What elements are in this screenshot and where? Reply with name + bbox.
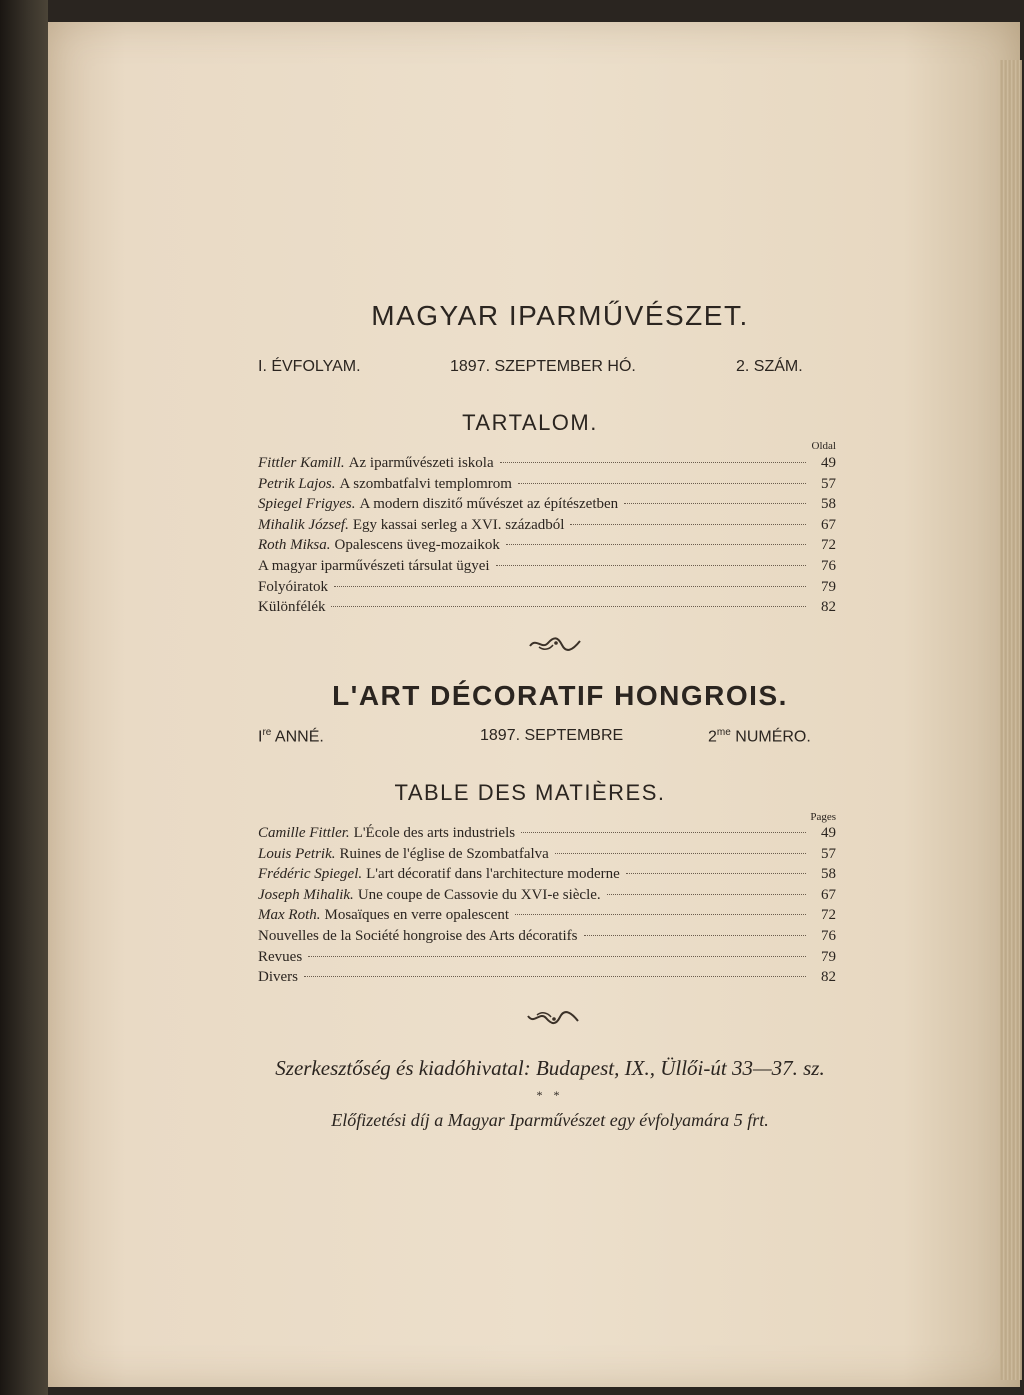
toc-entry-author: Mihalik József. bbox=[258, 516, 349, 533]
toc-dot-leader bbox=[626, 873, 806, 874]
toc-entry-page-number: 67 bbox=[821, 886, 836, 903]
french-year-prefix: I bbox=[258, 728, 263, 746]
toc-entry-author: Louis Petrik. bbox=[258, 845, 336, 862]
toc-entry bbox=[258, 517, 836, 538]
toc-entry-page-number: 58 bbox=[821, 866, 836, 883]
french-issue-number bbox=[708, 727, 811, 746]
toc-entry-title: A modern diszitő művészet az építészetben bbox=[359, 496, 619, 513]
toc-entry bbox=[258, 928, 836, 949]
french-toc-list bbox=[258, 825, 836, 990]
hungarian-volume: I. ÉVFOLYAM. bbox=[258, 358, 361, 375]
toc-entry bbox=[258, 579, 836, 600]
toc-entry-page-number: 76 bbox=[821, 927, 836, 944]
toc-entry-author: Spiegel Frigyes. bbox=[258, 496, 356, 513]
toc-entry-title: Ruines de l'église de Szombatfalva bbox=[339, 845, 549, 862]
toc-entry-title: Divers bbox=[258, 969, 298, 986]
toc-dot-leader bbox=[500, 462, 806, 463]
toc-entry bbox=[258, 496, 836, 517]
hungarian-issue-number: 2. SZÁM. bbox=[736, 358, 803, 375]
toc-dot-leader bbox=[506, 544, 806, 545]
toc-dot-leader bbox=[496, 565, 806, 566]
toc-entry-author: Joseph Mihalik. bbox=[258, 886, 354, 903]
toc-entry-title: L'art décoratif dans l'architecture moderne bbox=[366, 866, 620, 883]
toc-dot-leader bbox=[304, 976, 806, 977]
ornament-flourish-2 bbox=[525, 1008, 581, 1028]
toc-dot-leader bbox=[555, 853, 806, 854]
toc-entry-page-number: 58 bbox=[821, 496, 836, 513]
toc-entry-author: Frédéric Spiegel. bbox=[258, 866, 363, 883]
hungarian-page-column-label: Oldal bbox=[811, 440, 836, 452]
toc-entry-page-number: 49 bbox=[821, 825, 836, 841]
page-edges bbox=[1000, 60, 1022, 1380]
toc-entry-page-number: 82 bbox=[821, 969, 836, 986]
french-year-suffix: ANNÉ. bbox=[271, 728, 324, 746]
toc-dot-leader bbox=[607, 894, 806, 895]
toc-dot-leader bbox=[308, 956, 806, 957]
subscription-note: Előfizetési díj a Magyar Iparművészet egy évfolyamára 5 frt. bbox=[331, 1110, 769, 1130]
french-number-suffix: NUMÉRO. bbox=[730, 728, 811, 746]
toc-entry bbox=[258, 476, 836, 497]
toc-entry-title: Une coupe de Cassovie du XVI-e siècle. bbox=[357, 886, 601, 903]
toc-entry-page-number: 76 bbox=[821, 557, 836, 574]
toc-entry bbox=[258, 825, 836, 846]
toc-dot-leader bbox=[331, 606, 806, 607]
toc-entry-title: A magyar iparművészeti társulat ügyei bbox=[258, 557, 490, 574]
french-page-column-label: Pages bbox=[810, 811, 836, 823]
toc-entry bbox=[258, 907, 836, 928]
french-number-prefix: 2 bbox=[708, 728, 717, 746]
hungarian-date: 1897. SZEPTEMBER HÓ. bbox=[450, 358, 636, 375]
toc-entry-page-number: 49 bbox=[821, 455, 836, 471]
book-spine bbox=[0, 0, 48, 1395]
toc-dot-leader bbox=[518, 483, 806, 484]
toc-entry-page-number: 72 bbox=[821, 537, 836, 554]
toc-entry bbox=[258, 866, 836, 887]
toc-entry-title: Különfélék bbox=[258, 599, 326, 616]
french-year bbox=[258, 727, 324, 746]
toc-dot-leader bbox=[570, 524, 806, 525]
toc-entry-title: A szombatfalvi templomrom bbox=[339, 475, 512, 492]
footer-stars: * * bbox=[536, 1088, 564, 1102]
toc-entry-title: Nouvelles de la Société hongroise des Arts décoratifs bbox=[258, 927, 578, 944]
toc-entry bbox=[258, 558, 836, 579]
toc-entry bbox=[258, 846, 836, 867]
toc-entry bbox=[258, 599, 836, 620]
hungarian-toc-heading: TARTALOM. bbox=[462, 410, 598, 435]
toc-dot-leader bbox=[521, 832, 806, 833]
toc-entry-page-number: 79 bbox=[821, 948, 836, 965]
hungarian-journal-title: MAGYAR IPARMŰVÉSZET. bbox=[371, 300, 749, 331]
toc-entry bbox=[258, 969, 836, 990]
toc-entry-title: Revues bbox=[258, 948, 303, 965]
toc-dot-leader bbox=[334, 586, 806, 587]
toc-entry-title: Egy kassai serleg a XVI. századból bbox=[352, 516, 565, 533]
toc-entry-author: Camille Fittler. bbox=[258, 825, 350, 841]
toc-entry bbox=[258, 887, 836, 908]
toc-dot-leader bbox=[624, 503, 806, 504]
toc-entry-author: Fittler Kamill. bbox=[258, 455, 345, 471]
toc-entry-page-number: 79 bbox=[821, 578, 836, 595]
toc-entry-author: Petrik Lajos. bbox=[258, 475, 336, 492]
french-journal-title: L'ART DÉCORATIF HONGROIS. bbox=[332, 680, 788, 711]
toc-entry-author: Roth Miksa. bbox=[258, 537, 331, 554]
toc-entry-title: Mosaïques en verre opalescent bbox=[324, 907, 509, 924]
toc-entry bbox=[258, 455, 836, 476]
toc-entry-title: Folyóiratok bbox=[258, 578, 328, 595]
toc-entry-page-number: 82 bbox=[821, 599, 836, 616]
toc-dot-leader bbox=[515, 914, 806, 915]
french-toc-heading: TABLE DES MATIÈRES. bbox=[394, 780, 666, 805]
toc-entry-title: Opalescens üveg-mozaikok bbox=[334, 537, 500, 554]
toc-entry-title: Az iparművészeti iskola bbox=[348, 455, 494, 471]
toc-entry bbox=[258, 537, 836, 558]
french-number-superscript: me bbox=[716, 727, 731, 738]
ornament-flourish-1 bbox=[527, 634, 583, 654]
toc-entry-title: L'École des arts industriels bbox=[353, 825, 516, 841]
toc-entry-author: Max Roth. bbox=[258, 907, 321, 924]
toc-entry-page-number: 57 bbox=[821, 475, 836, 492]
hungarian-toc-list bbox=[258, 455, 836, 620]
toc-entry bbox=[258, 949, 836, 970]
toc-entry-page-number: 67 bbox=[821, 516, 836, 533]
toc-entry-page-number: 72 bbox=[821, 907, 836, 924]
editorial-office-address: Szerkesztőség és kiadóhivatal: Budapest, IX., Üllői-út 33—37. sz. bbox=[275, 1056, 825, 1080]
toc-dot-leader bbox=[584, 935, 807, 936]
french-date: 1897. SEPTEMBRE bbox=[480, 727, 624, 744]
toc-entry-page-number: 57 bbox=[821, 845, 836, 862]
french-year-superscript: re bbox=[262, 727, 272, 738]
